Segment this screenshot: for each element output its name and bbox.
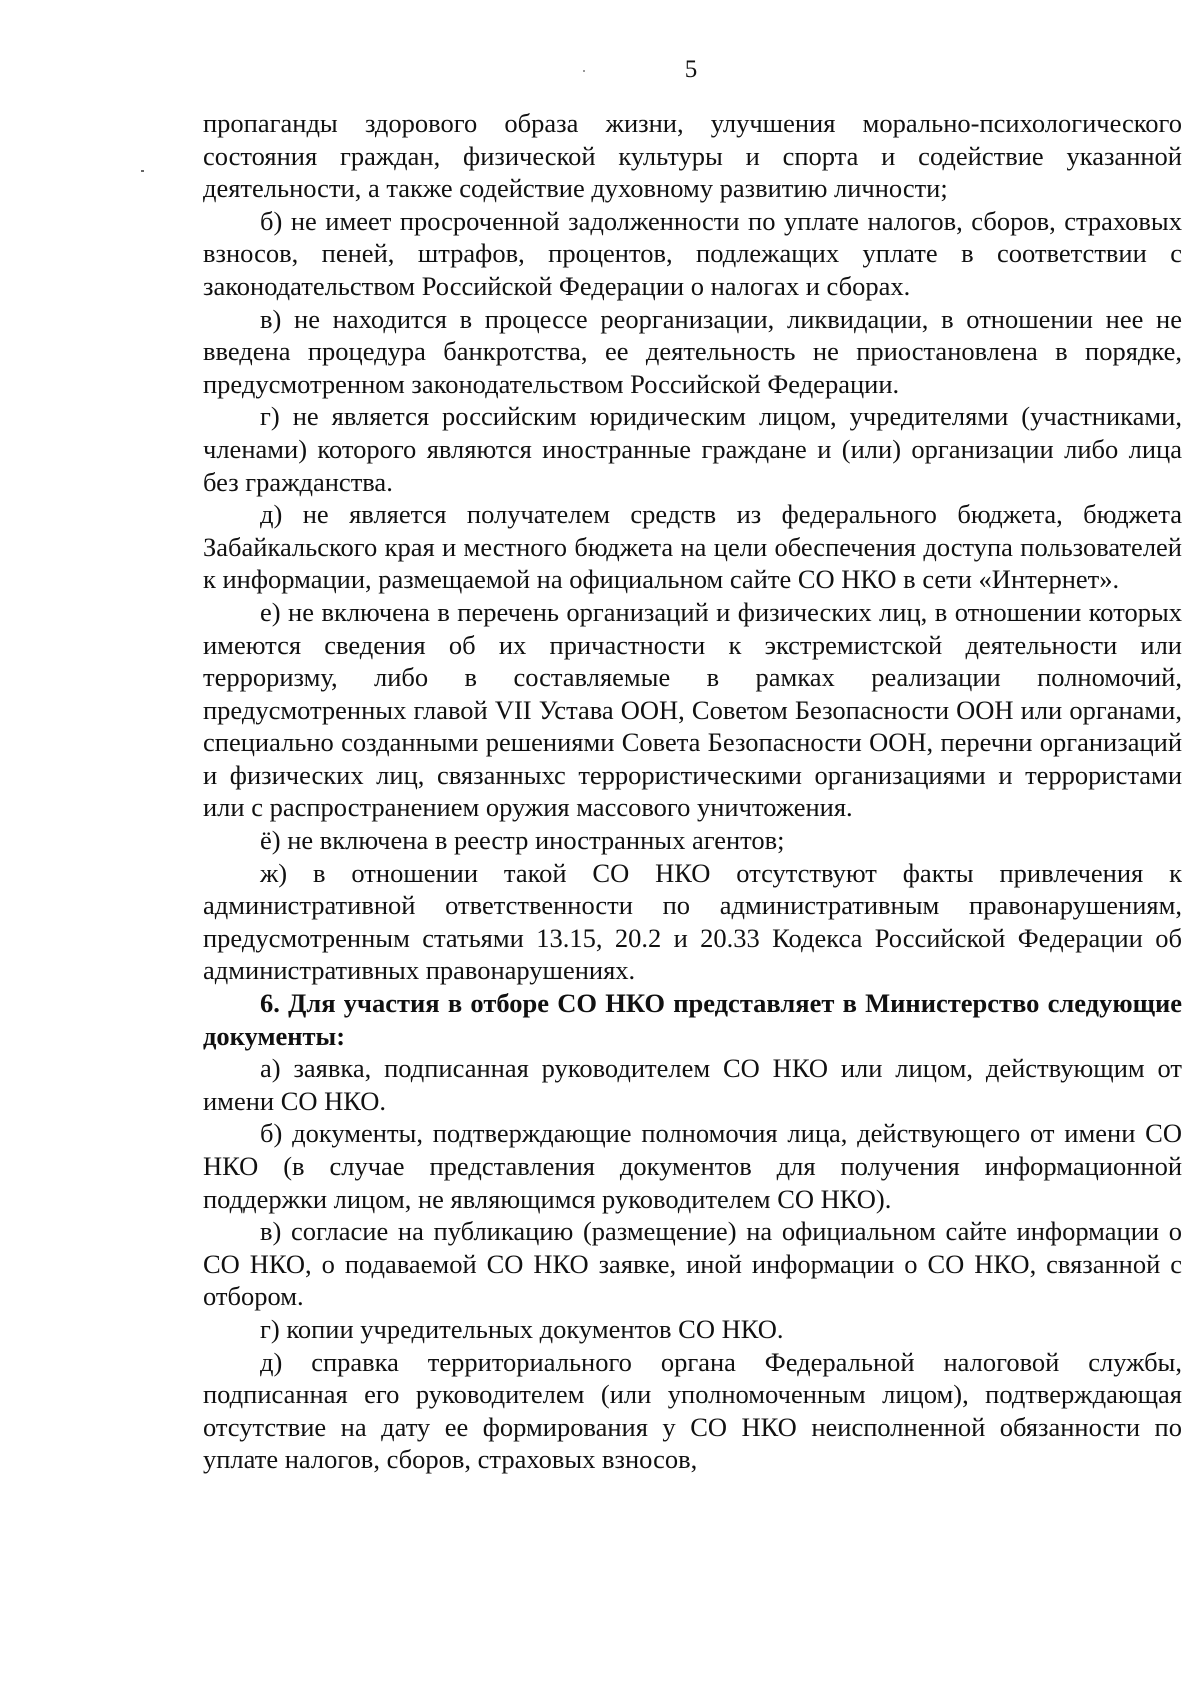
paragraph-item-e: е) не включена в перечень организаций и физических лиц, в отношении которых имеются сведения об их причастности к экстремистской деятельности или терроризму, либо в составляемые в рамках реализации полномочий, предусмотренных главой VII Устава ООН, Советом Безопасности ООН или органами, специально созданными решениями Совета Безопасности ООН, перечни организаций и физических лиц, связанныхс террористическими организациями и террористами или с распространением оружия массового уничтожения. — [203, 596, 1182, 823]
section-heading-6: 6. Для участия в отборе СО НКО представляет в Министерство следующие документы: — [203, 988, 1182, 1051]
scan-speck — [141, 170, 144, 172]
paragraph-continuation: пропаганды здорового образа жизни, улучшения морально-психологического состояния граждан, физической культуры и спорта и содействие указанной деятельности, а также содействие духовному развитию личности; — [203, 108, 1182, 204]
document-item-g: г) копии учредительных документов СО НКО. — [260, 1313, 784, 1344]
page-number: 5 — [684, 56, 698, 83]
paragraph-item-yo: ё) не включена в реестр иностранных агентов; — [260, 825, 785, 856]
paragraph-item-v: в) не находится в процессе реорганизации, ликвидации, в отношении нее не введена процедура банкротства, ее деятельность не приостановлена в порядке, предусмотренном законодательством Российской Федерации. — [203, 303, 1182, 399]
paragraph-item-b: б) не имеет просроченной задолженности по уплате налогов, сборов, страховых взносов, пеней, штрафов, процентов, подлежащих уплате в соответствии с законодательством Российской Федерации о налогах и сборах. — [203, 205, 1182, 301]
document-item-a: а) заявка, подписанная руководителем СО НКО или лицом, действующим от имени СО НКО. — [203, 1053, 1182, 1116]
paragraph-item-g: г) не является российским юридическим лицом, учредителями (участниками, членами) которого являются иностранные граждане и (или) организации либо лица без гражданства. — [203, 401, 1182, 497]
document-item-v: в) согласие на публикацию (размещение) на официальном сайте информации о СО НКО, о подаваемой СО НКО заявке, иной информации о СО НКО, связанной с отбором. — [203, 1216, 1182, 1312]
document-item-d: д) справка территориального органа Федеральной налоговой службы, подписанная его руководителем (или уполномоченным лицом), подтверждающая отсутствие на дату ее формирования у СО НКО неисполненной обязанности по уплате налогов, сборов, страховых взносов, — [203, 1346, 1182, 1475]
paragraph-item-zh: ж) в отношении такой СО НКО отсутствуют факты привлечения к административной ответственности по административным правонарушениям, предусмотренным статьями 13.15, 20.2 и 20.33 Кодекса Российской Федерации об административных правонарушениях. — [203, 857, 1182, 986]
document-item-b: б) документы, подтверждающие полномочия лица, действующего от имени СО НКО (в случае представления документов для получения информационной поддержки лицом, не являющимся руководителем СО НКО). — [203, 1118, 1182, 1214]
document-body — [203, 107, 1182, 1476]
paragraph-item-d: д) не является получателем средств из федерального бюджета, бюджета Забайкальского края и местного бюджета на цели обеспечения доступа пользователей к информации, размещаемой на официальном сайте СО НКО в сети «Интернет». — [203, 499, 1182, 595]
